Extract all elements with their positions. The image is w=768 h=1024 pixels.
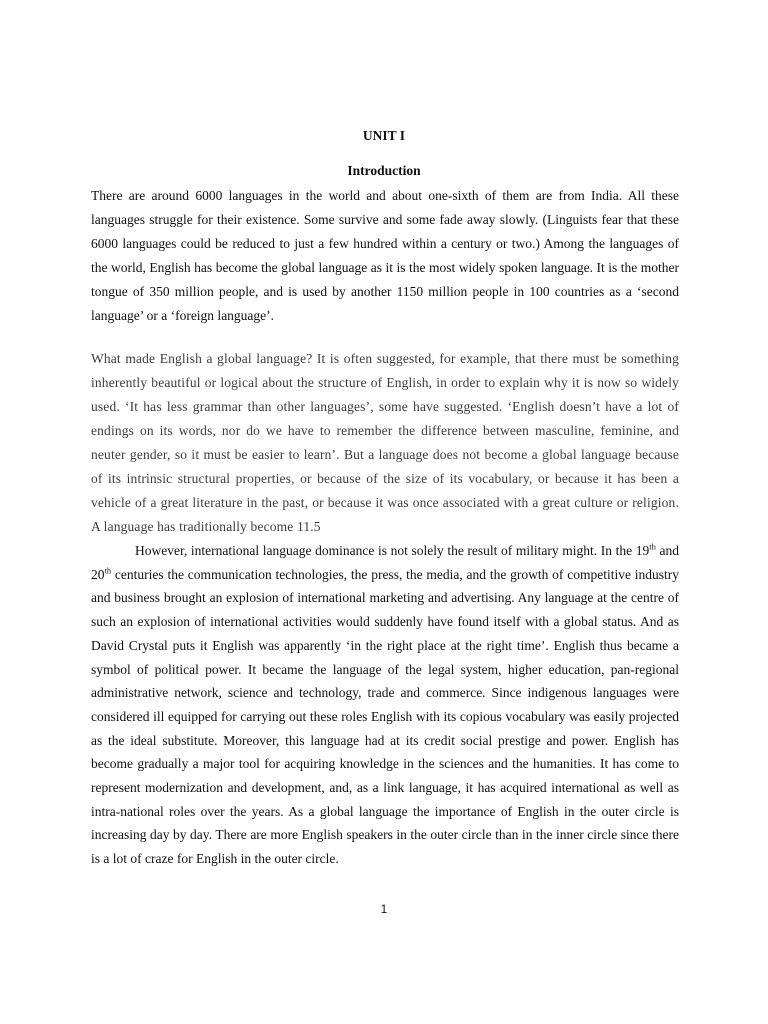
conjunction: and (655, 543, 679, 558)
paragraph-3 (91, 539, 679, 871)
section-title: Introduction (347, 163, 421, 178)
paragraph-3-rest: centuries the communication technologies, the press, the media, and the growth of competitive industry and business brought an explosion of international marketing and advertising. Any language at the centre of such an explosion of international activities would suddenly have found itself with a global status. And as David Crystal puts it English was apparently ‘in the right place at the right time’. English thus became a symbol of political power. It became the language of the legal system, higher education, pan-regional administrative network, science and technology, trade and commerce. Since indigenous languages were considered ill equipped for carrying out these roles English with its copious vocabulary was easily projected as the ideal substitute. Moreover, this language had at its credit social prestige and power. English has become gradually a major tool for acquiring knowledge in the sciences and the humanities. It has come to represent modernization and development, and, as a link language, it has acquired international as well as intra-national roles over the years. As a global language the importance of English in the outer circle is increasing day by day. There are more English speakers in the outer circle than in the inner circle since there is a lot of craze for English in the outer circle. (91, 566, 679, 867)
unit-heading: UNIT I (362, 128, 406, 143)
ordinal-suffix: th (104, 565, 112, 576)
ordinal-suffix: th (649, 541, 656, 552)
paragraph-1: There are around 6000 languages in the world and about one-sixth of them are from India. All these languages struggle for their existence. Some survive and some fade away slowly. (Linguists fear that these 6000 languages could be reduced to just a few hundred within a century or two.) Among the languages of the world, English has become the global language as it is the most widely spoken language. It is the mother tongue of 350 million people, and is used by another 1150 million people in 100 countries as a ‘second language’ or a ‘foreign language’. (91, 188, 679, 323)
page-number: 1 (380, 904, 388, 916)
century-19: 19 (635, 543, 650, 558)
century-20: 20 (91, 566, 105, 582)
paragraph-2: What made English a global language? It is often suggested, for example, that there must be something inherently beautiful or logical about the structure of English, in order to explain why it is now so widely used. ‘It has less grammar than other languages’, some have suggested. ‘English doesn’t have a lot of endings on its words, nor do we have to remember the difference between masculine, feminine, and neuter gender, so it must be easier to learn’. But a language does not become a global language because of its intrinsic structural properties, or because of the size of its vocabulary, or because it has been a vehicle of a great literature in the past, or because it was once associated with a great culture or religion. A language has traditionally become 11.5 (91, 351, 679, 534)
paragraph-3-start: However, international language dominance is not solely the result of military might. In the (135, 543, 636, 558)
